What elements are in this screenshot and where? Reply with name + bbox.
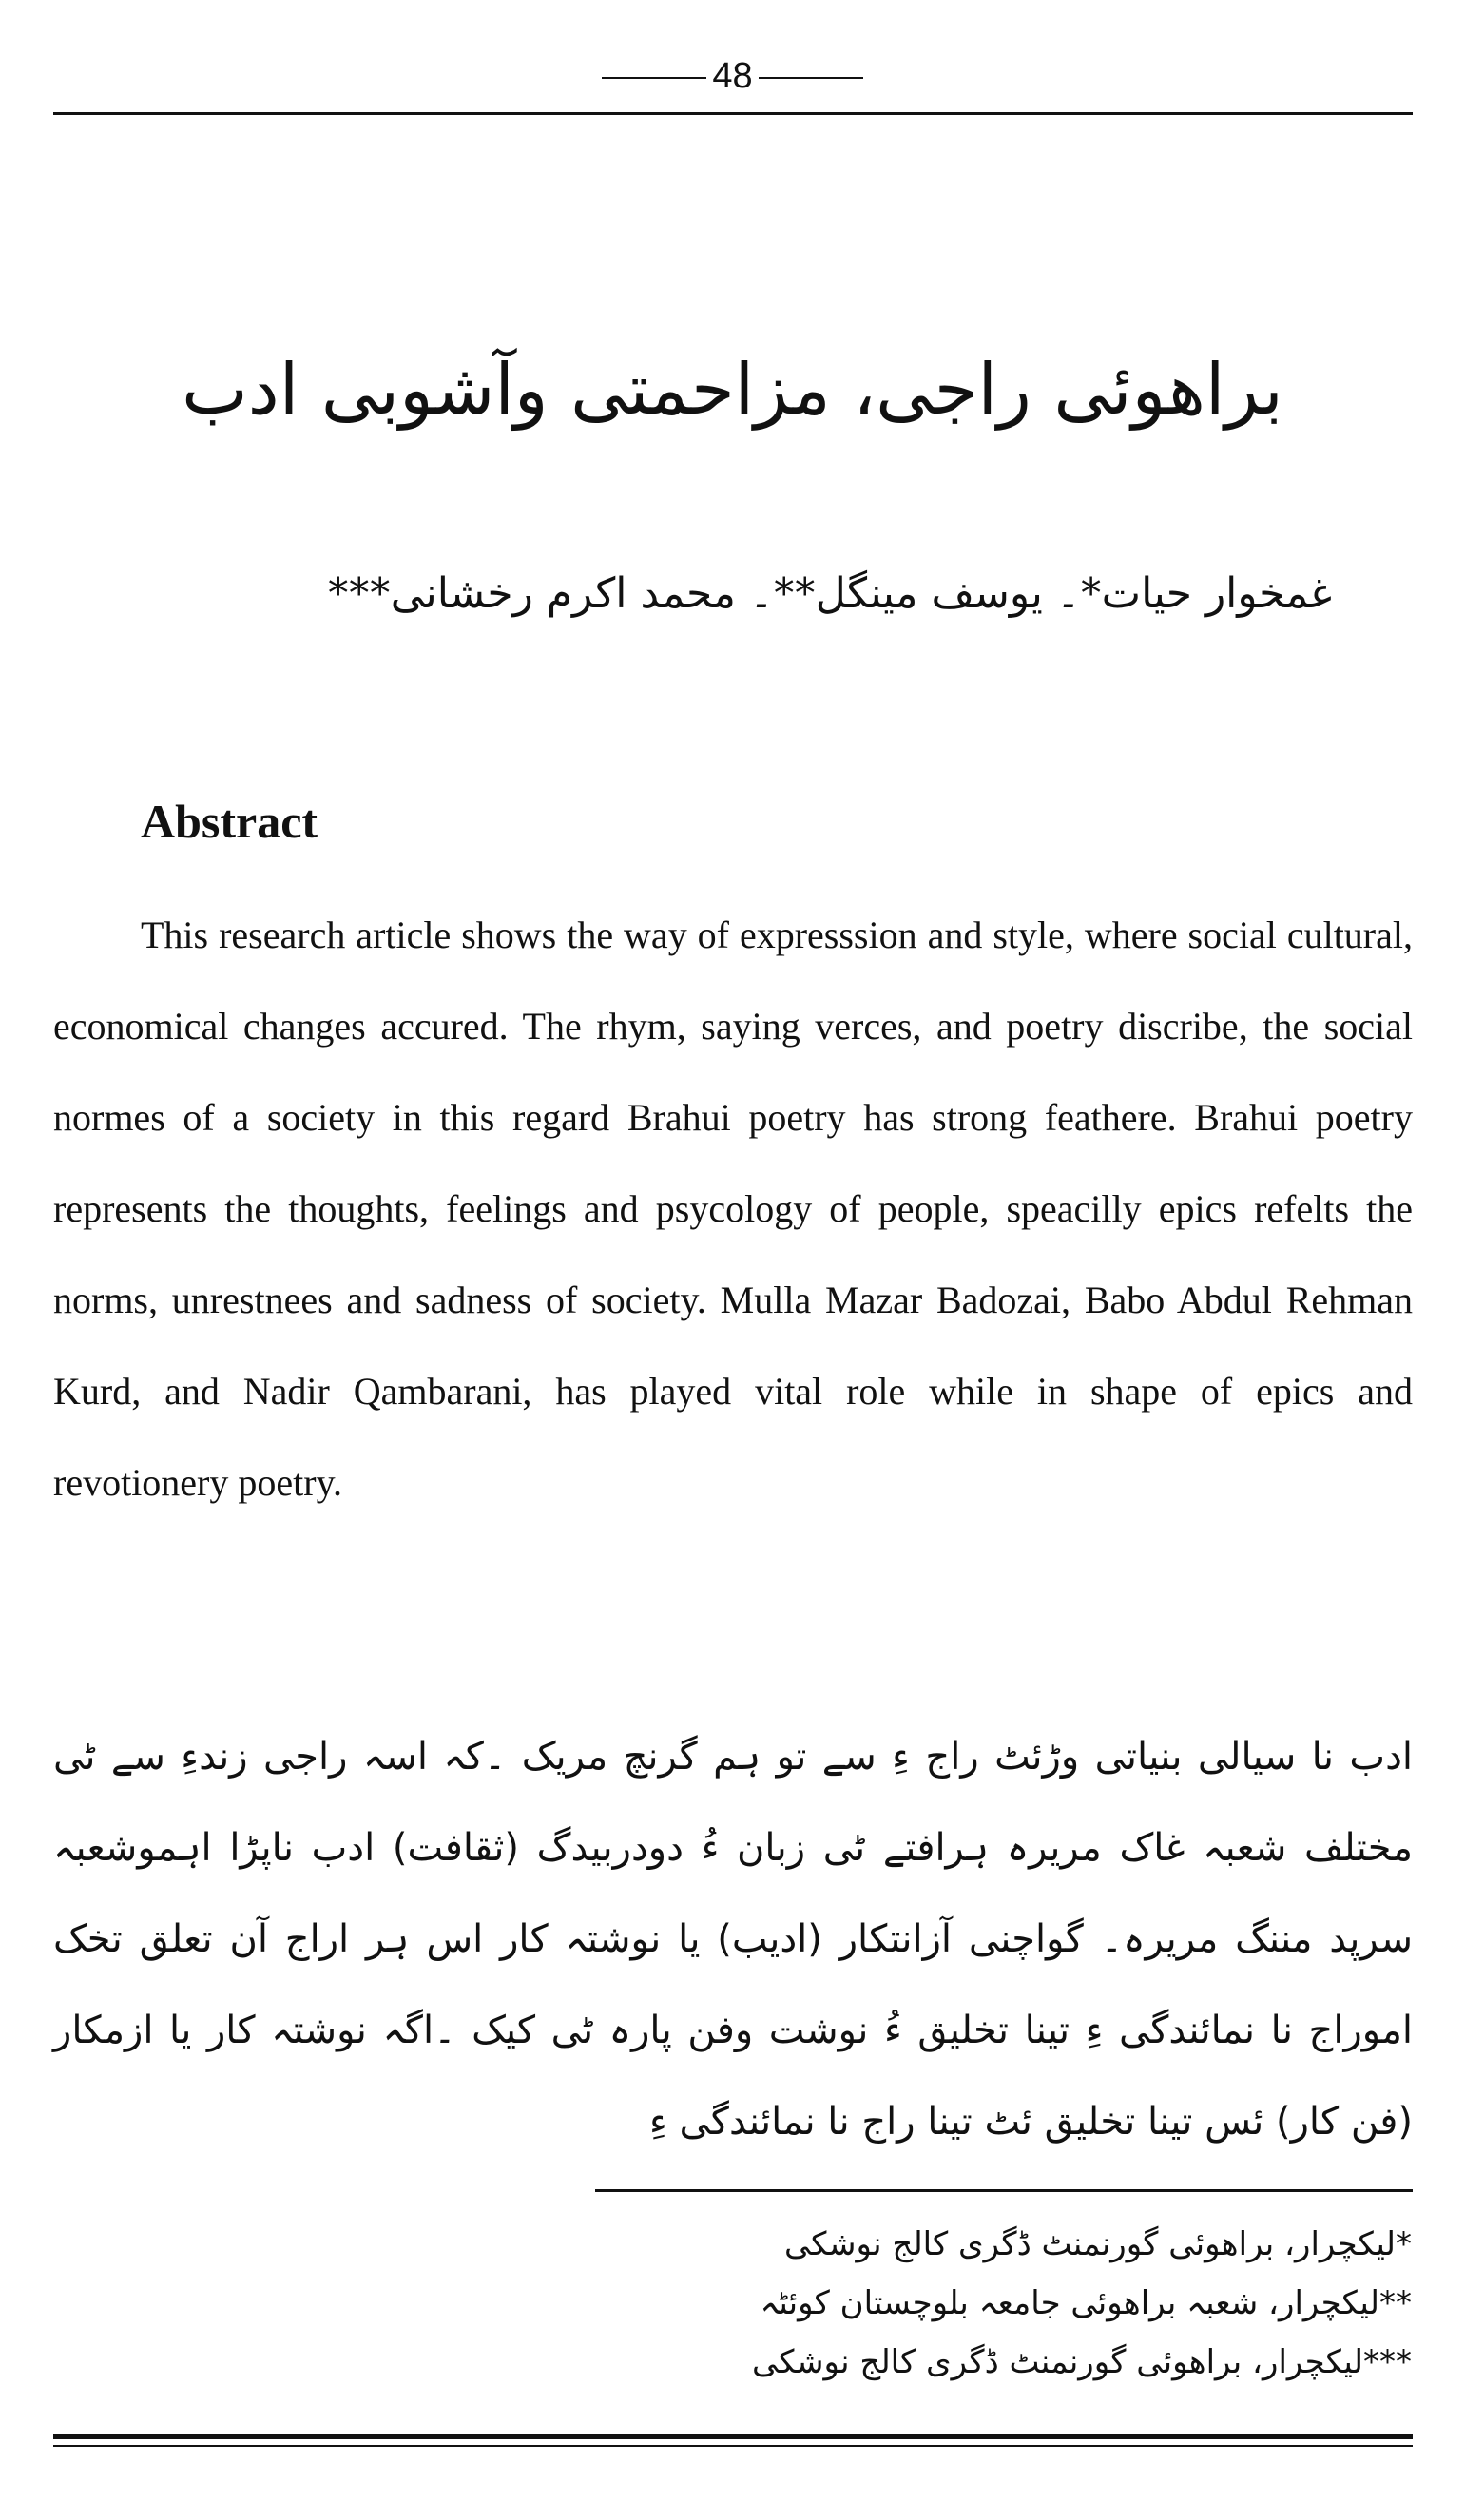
page-number-dash-right bbox=[759, 77, 863, 79]
page-number bbox=[0, 53, 1465, 99]
footnote-rule bbox=[595, 2189, 1413, 2192]
page-number-dash-left bbox=[602, 77, 706, 79]
abstract-heading: Abstract bbox=[141, 795, 318, 848]
footnote-2: **لیکچرار، شعبہ براھوئی جامعہ بلوچستان کوئٹہ bbox=[760, 2284, 1412, 2322]
footnotes bbox=[556, 2215, 1412, 2392]
footer-rule-thick bbox=[53, 2434, 1413, 2439]
page-number-text: 48 bbox=[712, 56, 753, 96]
body-paragraph: ادب نا سیالی بنیاتی وڑئٹ راج ءِ سے تو ہم گرنچ مریک ۔کہ اسہ راجی زندءِ سے ٹی مختلف شعبہ غاک مریرہ ہرافتے ٹی زبان ءُ دودربیدگ (ثقافت) ادب ناپڑا اہموشعبہ سرپد مننگ مریرہ۔ گواچنی آزانتکار (ادیب) یا نوشتہ کار اس ہر اراج آن تعلق تخک اموراج نا نمائندگی ءِ تینا تخلیق ءُ نوشت وفن پارہ ٹی کیک ۔اگہ نوشتہ کار یا ازمکار (فن کار) ئس تینا تخلیق ئٹ تینا راج نا نمائندگی ءِ bbox=[53, 1735, 1413, 2144]
footer-rule-thin bbox=[53, 2445, 1413, 2447]
footnote-1: *لیکچرار، براھوئی گورنمنٹ ڈگری کالج نوشکی bbox=[783, 2225, 1412, 2263]
article-title: براھوئی راجی، مزاحمتی وآشوبی ادب bbox=[182, 349, 1283, 431]
author-line: غمخوار حیات*۔ یوسف مینگل**۔ محمد اکرم رخشانی*** bbox=[327, 569, 1332, 618]
header-rule bbox=[53, 112, 1413, 115]
footnote-3: ***لیکچرار، براھوئی گورنمنٹ ڈگری کالج نوشکی bbox=[751, 2343, 1412, 2381]
abstract-body: This research article shows the way of expresssion and style, where social cultural, economical changes accured. The rhym, saying verces, and poetry discribe, the social normes of a society in this regard Brahui poetry has strong feathere. Brahui poetry represents the thoughts, feelings and psycology of people, speacilly epics refelts the norms, unrestnees and sadness of society. Mulla Mazar Badozai, Babo Abdul Rehman Kurd, and Nadir Qambarani, has played vital role while in shape of epics and revotionery poetry. bbox=[53, 914, 1413, 1504]
